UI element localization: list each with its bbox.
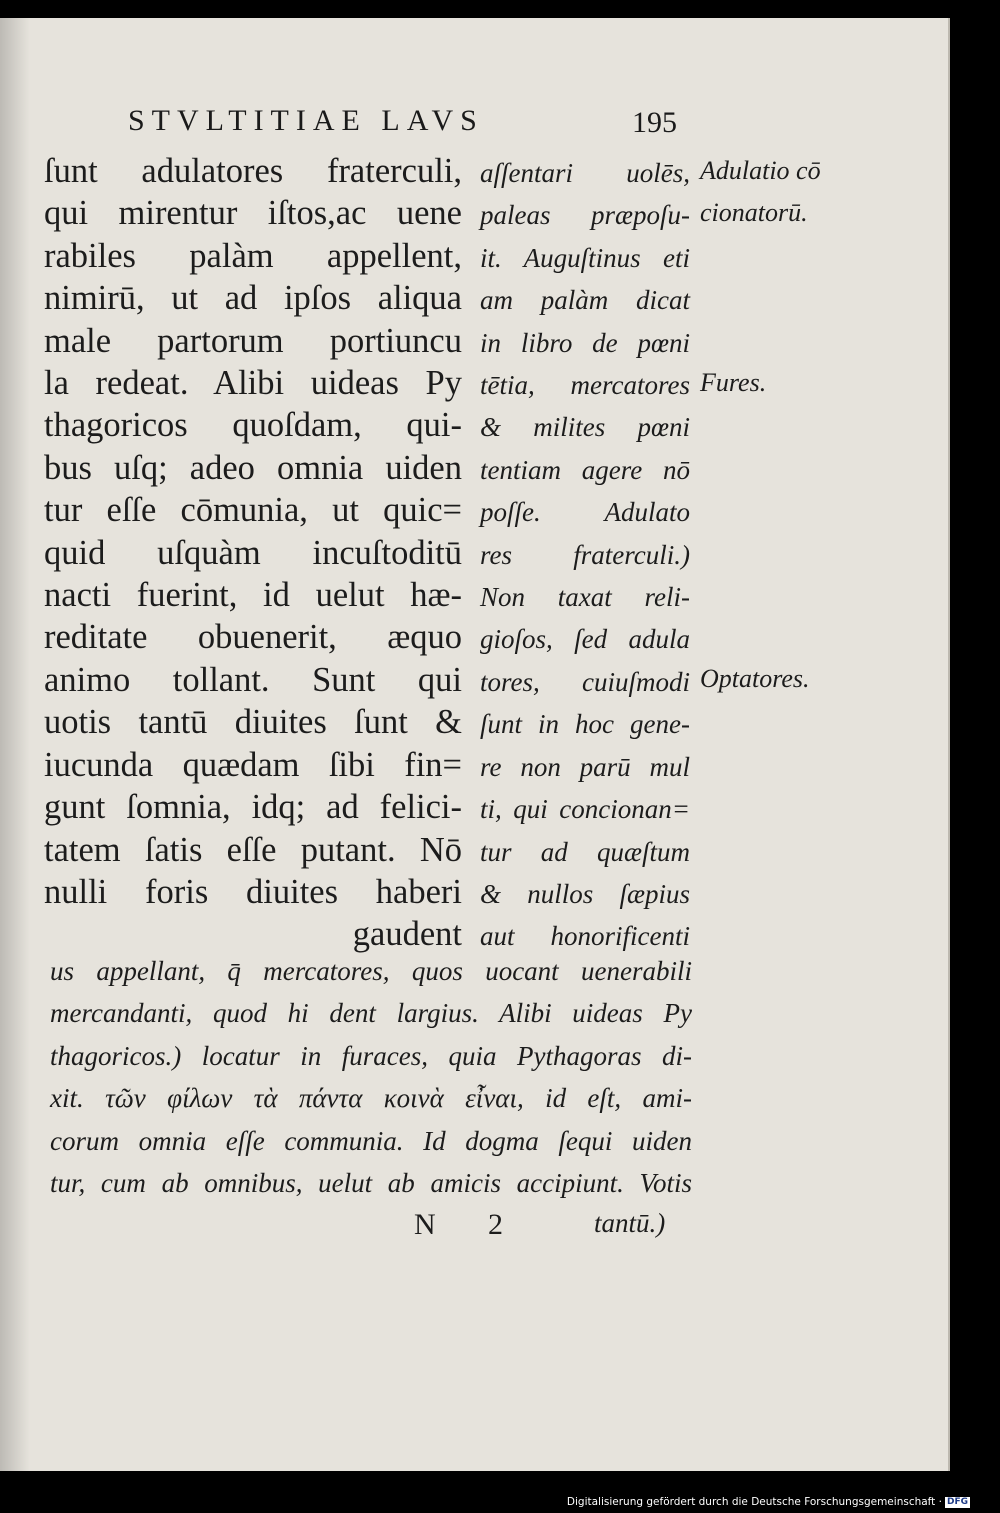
- text-line: rabiles palàm appellent,: [44, 236, 462, 275]
- text-line: qui mirentur iſtos,ac uene: [44, 194, 462, 233]
- text-line: nacti fuerint, id uelut hæ-: [44, 576, 462, 615]
- credit-text: Digitalisierung gefördert durch die Deutsche Forschungsgemeinschaft ·: [566, 1496, 942, 1508]
- signature-number: 2: [488, 1208, 503, 1241]
- signature-letter: N: [414, 1208, 436, 1241]
- page-gutter-shadow: [0, 18, 30, 1471]
- catchword: tantū.): [594, 1208, 666, 1238]
- annotation-line: tur ad quæſtum: [480, 836, 690, 867]
- annotation-line: xit. τῶν φίλων τὰ πάντα κοινὰ εἶναι, id eſt, ami-: [50, 1083, 692, 1114]
- bottom-annotation-block: [50, 950, 692, 1204]
- annotation-line: ſunt in hoc gene-: [480, 709, 690, 740]
- annotation-line: aſſentari uolēs,: [480, 158, 690, 188]
- annotation-line: us appellant, q̄ mercatores, quos uocant uenerabili: [50, 956, 692, 986]
- text-line: quid uſquàm incuſtoditū: [44, 533, 462, 572]
- side-note-adulatio-cont: cionatorū.: [700, 198, 808, 227]
- side-note-optatores: Optatores.: [700, 664, 810, 693]
- annotation-line: gioſos, ſed adula: [480, 624, 690, 655]
- annotation-line: tētia, mercatores: [480, 370, 690, 401]
- side-note-adulatio: Adulatio cō: [700, 156, 821, 185]
- annotation-line: Non taxat reli-: [480, 582, 690, 613]
- annotation-line: tentiam agere nō: [480, 454, 690, 485]
- annotation-line: res fraterculi.): [480, 539, 690, 570]
- text-line: male partorum portiuncu: [44, 321, 462, 360]
- text-line: iucunda quædam ſibi fin=: [44, 745, 462, 784]
- text-line: gunt ſomnia, idq; ad felici-: [44, 788, 462, 827]
- digitization-credit: [567, 1496, 970, 1508]
- text-line: nulli foris diuites haberi: [44, 872, 462, 911]
- running-title: STVLTITIAE LAVS: [128, 104, 484, 137]
- annotation-line: in libro de pœni: [480, 327, 690, 358]
- annotation-line: tur, cum ab omnibus, uelut ab amicis accipiunt. Votis: [50, 1168, 692, 1199]
- annotation-line: ti, qui concionan=: [480, 794, 690, 825]
- annotation-column: [480, 152, 690, 958]
- text-line: uotis tantū diuites ſunt &: [44, 703, 462, 742]
- text-line: tur eſſe cōmunia, ut quic=: [44, 491, 462, 530]
- text-line: animo tollant. Sunt qui: [44, 660, 462, 699]
- text-line: reditate obuenerit, æquo: [44, 618, 462, 657]
- text-line: tatem ſatis eſſe putant. Nō: [44, 830, 462, 869]
- annotation-line: tores, cuiuſmodi: [480, 666, 690, 697]
- side-note-fures: Fures.: [700, 368, 767, 397]
- annotation-line: it. Auguſtinus eti: [480, 242, 690, 273]
- annotation-line: thagoricos.) locatur in furaces, quia Pythagoras di-: [50, 1040, 692, 1071]
- annotation-line: & milites pœni: [480, 412, 690, 443]
- annotation-line: corum omnia eſſe communia. Id dogma ſequi uiden: [50, 1125, 692, 1156]
- text-line: bus uſq; adeo omnia uiden: [44, 448, 462, 487]
- page-number: 195: [632, 106, 677, 139]
- annotation-line: mercandanti, quod hi dent largius. Alibi uideas Py: [50, 998, 692, 1029]
- text-line: ſunt adulatores fraterculi,: [44, 152, 462, 190]
- annotation-line: aut honorificenti: [480, 921, 690, 952]
- text-line: la redeat. Alibi uideas Py: [44, 364, 462, 403]
- annotation-line: & nullos ſæpius: [480, 878, 690, 909]
- dfg-logo: DFG: [946, 1496, 968, 1507]
- annotation-line: poſſe. Adulato: [480, 497, 690, 528]
- text-line: thagoricos quoſdam, qui-: [44, 406, 462, 445]
- text-line: gaudent: [352, 915, 462, 954]
- annotation-line: paleas præpoſu-: [480, 200, 690, 231]
- text-line: nimirū, ut ad ipſos aliqua: [44, 279, 462, 318]
- main-text-column: [44, 150, 462, 956]
- annotation-line: re non parū mul: [480, 751, 690, 782]
- annotation-line: am palàm dicat: [480, 285, 690, 316]
